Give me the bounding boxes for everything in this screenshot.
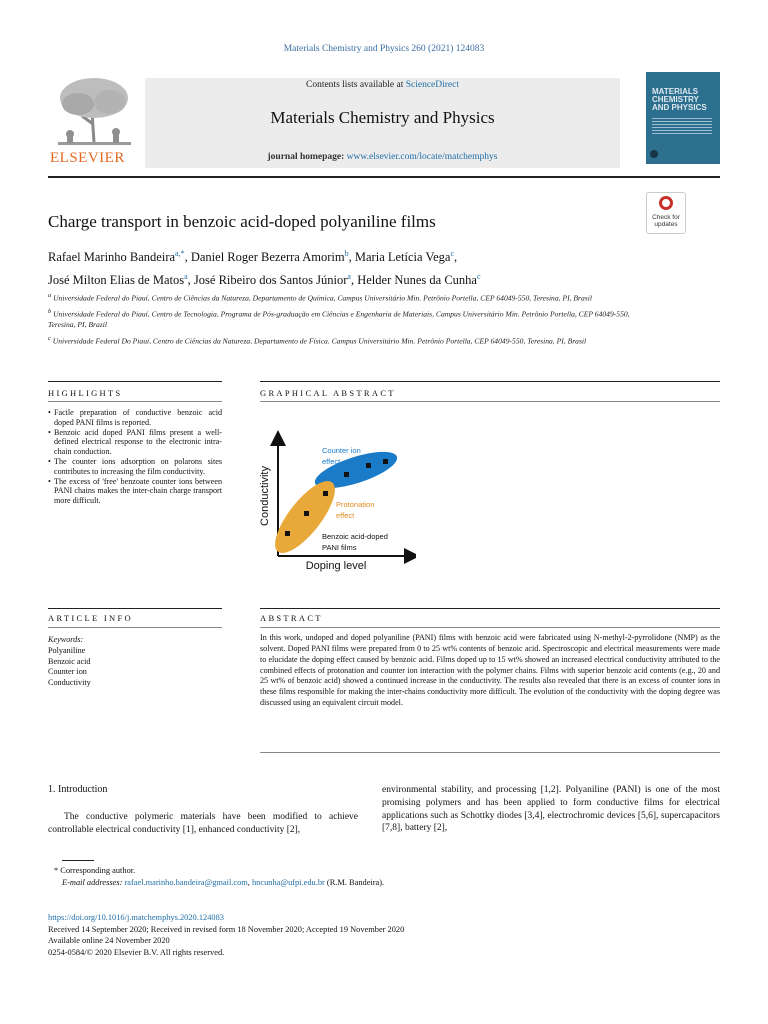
author-affiliation-mark[interactable]: b [344,249,349,258]
highlights-list [48,408,222,506]
author-affiliation-mark[interactable]: a,* [175,249,185,258]
protonation-label: Protonation [336,500,375,509]
publication-info [48,912,404,958]
highlight-item: • Facile preparation of conductive benzoic acid doped PANI films is reported. [48,408,222,428]
affiliation-text: Universidade Federal do Piauí, Centro de Ciências da Natureza, Departamento de Química, Campus Universitário Min. Petrônio Portella, CEP 64049-550, Teresina, PI, Brasil [53,293,592,303]
keyword: Conductivity [48,678,91,688]
contents-line [145,80,620,90]
sciencedirect-link[interactable]: ScienceDirect [405,80,459,90]
corresponding-author-note: * Corresponding author. [54,866,136,875]
keywords-label: Keywords: [48,635,84,644]
highlights-rule [48,381,222,382]
available-online: Available online 24 November 2020 [48,936,170,946]
author-separator: , [187,273,194,288]
introduction-right-column: environmental stability, and processing [1,2]. Polyaniline (PANI) is one of the most promising polymers and has been applied to form conductive films for electrical applications such as Schottky diodes [3,4], electrochromic devices [5,6], supercapacitors [7,8], battery [2], [382,785,720,834]
graphical-abstract-heading: GRAPHICAL ABSTRACT [260,388,396,398]
affiliation-mark: c [48,334,51,342]
affiliation [48,333,638,347]
cover-logo [650,150,658,158]
journal-cover-thumbnail[interactable] [646,72,720,164]
homepage-link[interactable]: www.elsevier.com/locate/matchemphys [346,152,498,162]
affiliation-text: Universidade Federal do Piauí, Centro de Tecnologia, Programa de Pós-graduação em Ciências e Engenharia de Materiais, Campus Universitário Min. Petrônio Portella, CEP 64049-550, Teresina, PI, Brazil [48,309,630,330]
header-divider [48,176,720,178]
counter-ion-label: Counter ion [322,446,361,455]
author: José Ribeiro dos Santos Júnior [193,273,348,288]
author-affiliation-mark[interactable]: c [476,272,481,282]
affiliation [48,290,638,304]
graphical-abstract-rule [260,381,720,382]
cover-title: MATERIALS CHEMISTRY AND PHYSICS [652,87,707,112]
doi-link[interactable]: https://doi.org/10.1016/j.matchemphys.2020.124083 [48,913,224,922]
data-marker [344,472,349,477]
highlights-heading: HIGHLIGHTS [48,388,123,398]
journal-header [48,72,720,170]
contents-prefix: Contents lists available at [305,80,406,90]
check-updates-icon [659,196,673,210]
received-dates: Received 14 September 2020; Received in revised form 18 November 2020; Accepted 19 November 2020 [48,924,405,934]
author-separator: , [184,250,191,265]
abstract-heading: ABSTRACT [260,613,323,623]
x-axis-label: Doping level [305,560,367,572]
journal-name: Materials Chemistry and Physics [270,108,495,127]
author-list [48,244,668,290]
graphical-abstract-figure[interactable] [256,408,416,576]
check-updates-label: Check for updates [652,214,680,228]
corresponding-text: Corresponding author. [60,866,136,875]
highlights-subrule [48,401,222,402]
footnote-rule [62,860,94,861]
email-link[interactable]: rafael.marinho.bandeira@gmail.com [124,877,248,887]
introduction-heading: 1. Introduction [48,784,108,795]
homepage-prefix: journal homepage: [267,152,347,162]
email-separator: , [247,877,252,887]
data-marker [323,491,328,496]
data-marker [383,459,388,464]
author-affiliation-mark[interactable]: a [347,272,351,282]
footnotes [48,865,384,888]
homepage-line [145,152,620,162]
data-marker [366,463,371,468]
highlight-item: • Benzoic acid doped PANI films present a well-defined electrical response to the electronic intra-chain conduction. [48,428,222,457]
abstract-bottom-rule [260,752,720,753]
author: Rafael Marinho Bandeira [48,250,176,265]
introduction-left-column: The conductive polymeric materials have been modified to achieve controllable electrical conductivity [1], enhanced conductivity [2], [48,812,358,835]
keywords-block [48,635,91,689]
graphical-abstract-subrule [260,401,720,402]
affiliation [48,306,638,331]
affiliation-mark: b [48,307,52,315]
cover-decoration [652,118,712,134]
abstract-text: In this work, undoped and doped polyaniline (PANI) films with benzoic acid were fabricated using N-methyl-2-pyrrolidone (NMP) as the solvent. Doped PANI films were prepared from 0 to 25 wt% contents of benzoic acid. Spectroscopic and electrical measurements were made to elucidate the doping effect caused by benzoic acid. Films doped up to 15 wt% showed an increased electrical conductivity attributed to the combined effects of protonation and counter ion interaction with the polymer chains. Films with superior benzoic acid contents (e.g., 20 and 25 wt% of benzoic acid) showed a continued increase in the conductivity. The results also revealed that there is an excess of counter ions in these films responsible for making the inter-chains conductivity more difficult. The evolution of the conductivity with the doping degree was discussed using an equivalent circuit model. [260,633,720,708]
affiliation-mark: a [48,292,52,299]
films-label: PANI films [322,543,357,552]
article-info-heading: ARTICLE INFO [48,613,133,623]
highlight-item: • The excess of 'free' benzoate counter ions between PANI chains makes the inter-chain charge transport more difficult. [48,477,222,506]
keyword: Benzoic acid [48,656,91,666]
author-separator: , [348,250,355,265]
author-affiliation-mark[interactable]: a [184,272,188,282]
copyright: 0254-0584/© 2020 Elsevier B.V. All rights reserved. [48,947,225,957]
email-link[interactable]: hncunha@ufpi.edu.br [251,877,325,887]
author: José Milton Elias de Matos [48,273,185,288]
films-label: Benzoic acid-doped [322,532,388,541]
keyword: Counter ion [48,667,87,677]
counter-ion-label: effect [322,457,341,466]
affiliation-text: Universidade Federal Do Piauí, Centro de Ciências da Natureza, Departamento de Física. Campus Universitário Min. Petrônio Portella, CEP 64049-550, Teresina, PI, Brasil [52,336,587,346]
data-marker [285,531,290,536]
protonation-label: effect [336,511,355,520]
paper-title: Charge transport in benzoic acid-doped polyaniline films [48,212,436,231]
email-label: E-mail addresses: [62,877,123,887]
publisher-wordmark: ELSEVIER [50,150,125,166]
email-note [48,877,384,889]
author: Helder Nunes da Cunha [357,273,477,288]
abstract-rule [260,608,720,609]
journal-banner [145,78,620,168]
affiliations [48,290,638,348]
author: Maria Letícia Vega [354,250,451,265]
data-marker [304,511,309,516]
email-suffix: (R.M. Bandeira). [324,877,385,887]
article-info-rule [48,608,222,609]
author-affiliation-mark[interactable]: c [450,249,455,258]
check-for-updates-button[interactable] [646,192,686,234]
highlight-item: • The counter ions adsorption on polarons sites contributes to increasing the film conductivity. [48,457,222,477]
abstract-subrule [260,627,720,628]
author-separator: , [350,273,358,288]
author: Daniel Roger Bezerra Amorim [190,250,345,265]
keyword: Polyaniline [48,645,86,655]
author-separator: , [454,250,458,265]
article-info-subrule [48,627,222,628]
y-axis-label: Conductivity [259,466,271,526]
journal-reference[interactable]: Materials Chemistry and Physics 260 (2021) 124083 [283,44,485,54]
